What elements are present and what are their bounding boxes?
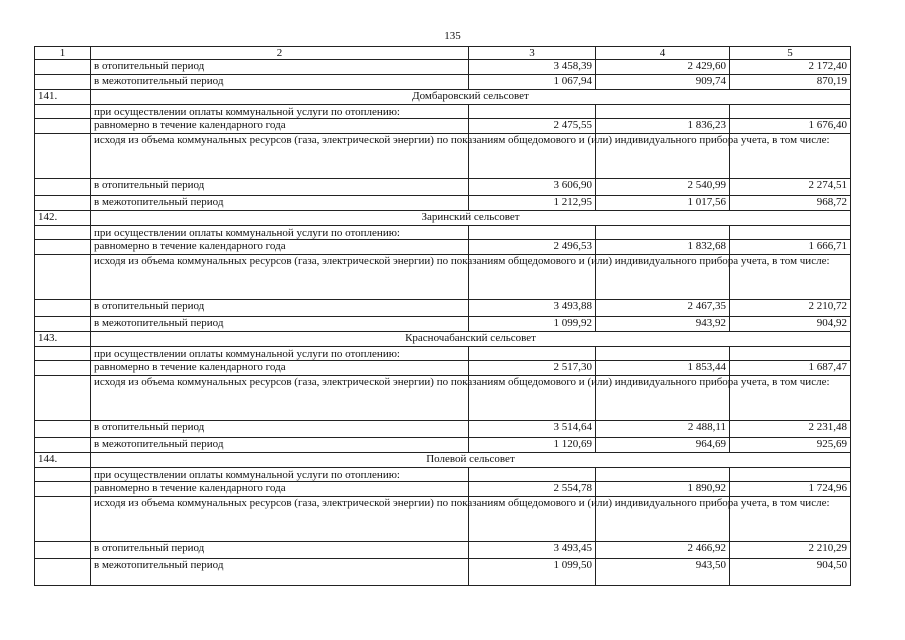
by-meter-text: исходя из объема коммунальных ресурсов (газа, электрической энергии) по показаниям общедомового и (или) индивидуального прибора учета, в том числе: — [91, 255, 469, 300]
number-cell — [35, 376, 91, 421]
lead-row-non-heating — [35, 75, 851, 90]
by-meter-row — [35, 497, 851, 542]
value-col4: 2 540,99 — [596, 179, 730, 196]
number-cell — [35, 196, 91, 211]
value-col3: 3 493,45 — [469, 542, 596, 559]
value-col3: 3 493,88 — [469, 300, 596, 317]
non-heating-row — [35, 317, 851, 332]
empty-cell — [596, 468, 730, 482]
row-label: в отопительный период — [91, 179, 469, 196]
row-label: в отопительный период — [91, 421, 469, 438]
column-index-3: 3 — [469, 47, 596, 60]
intro-text: при осуществлении оплаты коммунальной услуги по отоплению: — [91, 105, 469, 119]
intro-text: при осуществлении оплаты коммунальной услуги по отоплению: — [91, 226, 469, 240]
page-number: 135 — [444, 30, 461, 42]
value-col4: 943,92 — [596, 317, 730, 332]
value-col5: 2 210,29 — [730, 542, 851, 559]
value-col4: 943,50 — [596, 559, 730, 586]
value-col3: 2 496,53 — [469, 240, 596, 255]
number-cell — [35, 361, 91, 376]
section-header-row — [35, 211, 851, 226]
heating-row — [35, 300, 851, 317]
value-col3: 2 517,30 — [469, 361, 596, 376]
section-title: Красночабанский сельсовет — [91, 332, 851, 347]
value-col5: 1 687,47 — [730, 361, 851, 376]
value-col3: 2 554,78 — [469, 482, 596, 497]
uniform-row — [35, 361, 851, 376]
number-cell — [35, 300, 91, 317]
value-col5: 1 666,71 — [730, 240, 851, 255]
row-label: в межотопительный период — [91, 75, 469, 90]
value-col4: 964,69 — [596, 438, 730, 453]
section-header-row — [35, 453, 851, 468]
number-cell — [35, 317, 91, 332]
non-heating-row — [35, 196, 851, 211]
empty-cell — [730, 468, 851, 482]
column-index-row — [35, 47, 851, 60]
uniform-row — [35, 482, 851, 497]
section-header-row — [35, 332, 851, 347]
intro-row — [35, 105, 851, 119]
value-col5: 925,69 — [730, 438, 851, 453]
value-col5: 2 274,51 — [730, 179, 851, 196]
value-col3: 1 099,92 — [469, 317, 596, 332]
by-meter-text: исходя из объема коммунальных ресурсов (газа, электрической энергии) по показаниям общедомового и (или) индивидуального прибора учета, в том числе: — [91, 134, 469, 179]
uniform-row — [35, 119, 851, 134]
value-col4: 909,74 — [596, 75, 730, 90]
value-col5: 904,50 — [730, 559, 851, 586]
empty-cell — [469, 105, 596, 119]
row-label: в межотопительный период — [91, 317, 469, 332]
row-label: в межотопительный период — [91, 559, 469, 586]
number-cell — [35, 497, 91, 542]
number-cell — [35, 482, 91, 497]
value-col4: 2 466,92 — [596, 542, 730, 559]
value-col4: 1 017,56 — [596, 196, 730, 211]
table-body — [35, 47, 851, 586]
number-cell — [35, 559, 91, 586]
by-meter-row — [35, 255, 851, 300]
value-col4: 1 836,23 — [596, 119, 730, 134]
section-title: Полевой сельсовет — [91, 453, 851, 468]
value-col5: 2 231,48 — [730, 421, 851, 438]
uniform-row — [35, 240, 851, 255]
by-meter-text: исходя из объема коммунальных ресурсов (газа, электрической энергии) по показаниям общедомового и (или) индивидуального прибора учета, в том числе: — [91, 497, 469, 542]
value-col4: 1 832,68 — [596, 240, 730, 255]
row-label: равномерно в течение календарного года — [91, 361, 469, 376]
column-index-5: 5 — [730, 47, 851, 60]
by-meter-text: исходя из объема коммунальных ресурсов (газа, электрической энергии) по показаниям общедомового и (или) индивидуального прибора учета, в том числе: — [91, 376, 469, 421]
value-col3: 1 067,94 — [469, 75, 596, 90]
number-cell — [35, 179, 91, 196]
number-cell — [35, 240, 91, 255]
value-col3: 3 514,64 — [469, 421, 596, 438]
column-index-1: 1 — [35, 47, 91, 60]
value-col3: 1 212,95 — [469, 196, 596, 211]
intro-row — [35, 226, 851, 240]
section-number: 143. — [35, 332, 91, 347]
number-cell — [35, 226, 91, 240]
heating-row — [35, 542, 851, 559]
value-col3: 2 475,55 — [469, 119, 596, 134]
section-number: 144. — [35, 453, 91, 468]
value-col5: 1 724,96 — [730, 482, 851, 497]
row-label: равномерно в течение календарного года — [91, 482, 469, 497]
row-label: в отопительный период — [91, 542, 469, 559]
intro-row — [35, 468, 851, 482]
section-number: 142. — [35, 211, 91, 226]
row-label: в отопительный период — [91, 300, 469, 317]
value-col4: 1 890,92 — [596, 482, 730, 497]
value-col3: 1 099,50 — [469, 559, 596, 586]
number-cell — [35, 134, 91, 179]
section-title: Заринский сельсовет — [91, 211, 851, 226]
row-label: равномерно в течение календарного года — [91, 240, 469, 255]
empty-cell — [730, 347, 851, 361]
section-title: Домбаровский сельсовет — [91, 90, 851, 105]
section-number: 141. — [35, 90, 91, 105]
number-cell — [35, 105, 91, 119]
value-col3: 1 120,69 — [469, 438, 596, 453]
value-col3: 3 458,39 — [469, 60, 596, 75]
number-cell — [35, 468, 91, 482]
non-heating-row — [35, 559, 851, 586]
empty-cell — [469, 468, 596, 482]
empty-cell — [469, 226, 596, 240]
value-col4: 2 467,35 — [596, 300, 730, 317]
value-col4: 1 853,44 — [596, 361, 730, 376]
value-col5: 968,72 — [730, 196, 851, 211]
value-col5: 1 676,40 — [730, 119, 851, 134]
row-label: в отопительный период — [91, 60, 469, 75]
empty-cell — [730, 226, 851, 240]
value-col4: 2 488,11 — [596, 421, 730, 438]
number-cell — [35, 421, 91, 438]
value-col5: 870,19 — [730, 75, 851, 90]
empty-cell — [596, 226, 730, 240]
number-cell — [35, 255, 91, 300]
intro-row — [35, 347, 851, 361]
value-col5: 904,92 — [730, 317, 851, 332]
number-cell — [35, 438, 91, 453]
value-col5: 2 172,40 — [730, 60, 851, 75]
value-col4: 2 429,60 — [596, 60, 730, 75]
lead-row-heating — [35, 60, 851, 75]
by-meter-row — [35, 376, 851, 421]
heating-row — [35, 179, 851, 196]
column-index-2: 2 — [91, 47, 469, 60]
tariff-table — [34, 46, 851, 586]
number-cell — [35, 60, 91, 75]
value-col3: 3 606,90 — [469, 179, 596, 196]
empty-cell — [469, 347, 596, 361]
number-cell — [35, 75, 91, 90]
row-label: в межотопительный период — [91, 438, 469, 453]
column-index-4: 4 — [596, 47, 730, 60]
section-header-row — [35, 90, 851, 105]
intro-text: при осуществлении оплаты коммунальной услуги по отоплению: — [91, 347, 469, 361]
by-meter-row — [35, 134, 851, 179]
empty-cell — [730, 105, 851, 119]
non-heating-row — [35, 438, 851, 453]
empty-cell — [596, 105, 730, 119]
number-cell — [35, 119, 91, 134]
number-cell — [35, 542, 91, 559]
value-col5: 2 210,72 — [730, 300, 851, 317]
heating-row — [35, 421, 851, 438]
row-label: равномерно в течение календарного года — [91, 119, 469, 134]
row-label: в межотопительный период — [91, 196, 469, 211]
number-cell — [35, 347, 91, 361]
intro-text: при осуществлении оплаты коммунальной услуги по отоплению: — [91, 468, 469, 482]
empty-cell — [596, 347, 730, 361]
